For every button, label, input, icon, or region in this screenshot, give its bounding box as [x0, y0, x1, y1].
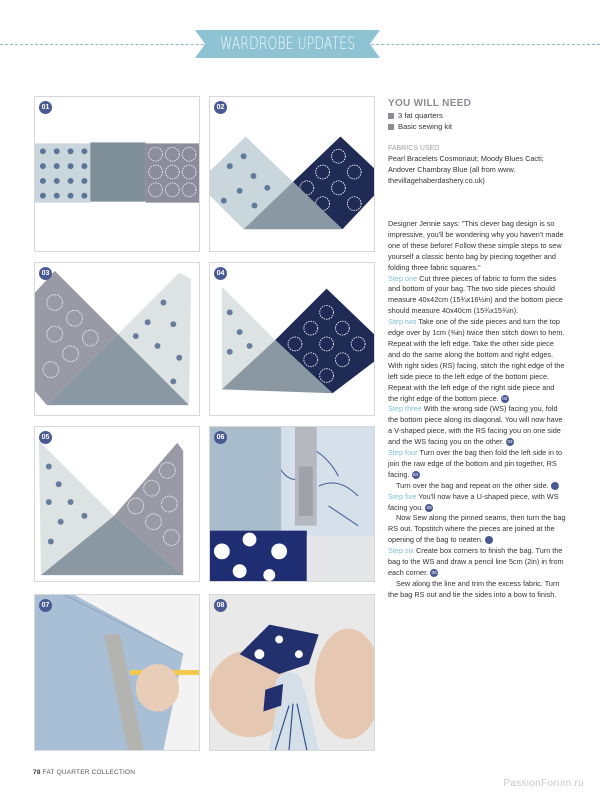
photo-ref-badge: 08	[431, 570, 437, 576]
fabric-photo-image	[210, 427, 374, 581]
materials-list	[388, 111, 568, 132]
materials-list-item: 3 fat quarters	[388, 111, 568, 122]
step-number-badge: 05	[39, 431, 52, 444]
publication-name: FAT QUARTER COLLECTION	[42, 769, 136, 776]
step-number-badge: 03	[39, 267, 52, 280]
photo-ref-badge: 06	[426, 504, 432, 510]
step-label: Step five	[388, 491, 417, 501]
step-number-badge: 07	[39, 599, 52, 612]
step-paragraph: Step six Create box corners to finish the bag. Turn the bag to the WS and draw a pencil line 5cm (2in) in from each corner. 08	[388, 546, 564, 577]
step-photo-04	[209, 262, 375, 416]
instructions-body	[388, 219, 566, 601]
step-label: Step one	[388, 273, 418, 283]
step-label: Step three	[388, 404, 422, 414]
fabrics-used-heading: FABRICS USED	[388, 145, 440, 152]
step-paragraph: Step one Cut three pieces of fabric to form the sides and bottom of your bag. The two side pieces should measure 40x42cm (15¾x16½in) and the bottom piece should measure 40x40cm (15¾x15¾in).	[388, 273, 563, 316]
step-number-badge: 08	[214, 599, 227, 612]
photo-ref-badge: 04	[412, 471, 418, 477]
photo-ref-badge: 07	[485, 536, 493, 544]
step-paragraph: Sew along the line and trim the excess fabric. Turn the bag RS out and tie the sides into a bow to finish.	[388, 578, 560, 599]
step-paragraph: Step two Take one of the side pieces and turn the top edge over by 1cm (⅜in) twice then stitch down to hem. Repeat with the left edge. Take the other side piece and do the same along the bottom and right edges. With right sides (RS) facing, stitch the right edge of the left side piece to the left edge of the bottom piece. Repeat with the left edge of the right side piece and the right edge of the bottom piece. 02	[388, 317, 565, 403]
step-paragraph: Now Sew along the pinned seams, then turn the bag RS out. Topstitch where the pieces are joined at the opening of the bag to neaten. 07	[388, 513, 566, 545]
fabric-photo-image	[35, 97, 199, 251]
watermark: PassionForum.ru	[503, 778, 584, 789]
step-photo-03	[34, 262, 200, 416]
you-will-need-heading: YOU WILL NEED	[388, 98, 472, 109]
step-photo-02	[209, 96, 375, 252]
step-label: Step two	[388, 317, 417, 327]
photo-ref-badge: 03	[507, 439, 513, 445]
photo-ref-badge: 02	[502, 395, 508, 401]
step-number-badge: 02	[214, 101, 227, 114]
step-paragraph: Step five You'll now have a U-shaped piece, with WS facing you. 06	[388, 491, 559, 512]
photo-ref-badge: 05	[551, 482, 559, 490]
step-number-badge: 04	[214, 267, 227, 280]
square-bullet-icon	[388, 124, 394, 130]
fabric-photo-image	[210, 97, 374, 251]
step-paragraph: Step four Turn over the bag then fold the left side in to join the raw edge of the bottom and pin together, RS facing. 04	[388, 448, 563, 479]
step-photo-01	[34, 96, 200, 252]
fabric-photo-image	[210, 263, 374, 415]
step-photo-07	[34, 594, 200, 751]
materials-sidebar	[388, 98, 568, 186]
section-banner	[195, 30, 380, 58]
step-photo-06	[209, 426, 375, 582]
intro-paragraph: Designer Jennie says: "This clever bag design is so impressive, you'll be wondering why you haven't made one of these before! Follow these simple steps to sew yourself a classic bento bag by piecing together and folding three fabric squares."	[388, 219, 564, 272]
page-footer	[33, 769, 135, 776]
fabric-photo-image	[35, 263, 199, 415]
fabric-photo-image	[210, 595, 374, 750]
step-paragraph: Turn over the bag and repeat on the other side. 05	[396, 480, 564, 490]
fabric-photo-image	[35, 595, 199, 750]
banner-title: WARDROBE UPDATES	[219, 34, 356, 54]
page-number: 78	[33, 769, 41, 776]
step-photo-05	[34, 426, 200, 582]
square-bullet-icon	[388, 113, 394, 119]
materials-list-item: Basic sewing kit	[388, 122, 568, 133]
fabric-photo-image	[35, 427, 199, 581]
step-label: Step four	[388, 448, 418, 458]
step-number-badge: 06	[214, 431, 227, 444]
step-number-badge: 01	[39, 101, 52, 114]
step-photo-08	[209, 594, 375, 751]
step-label: Step six	[388, 546, 414, 556]
fabrics-used-text: Pearl Bracelets Cosmonaut; Moody Blues Cacti; Andover Chambray Blue (all from www. thevillagehaberdashery.co.uk)	[388, 154, 544, 185]
step-paragraph: Step three With the wrong side (WS) facing you, fold the bottom piece along its diagonal. You will now have a V-shaped piece, with the RS facing you on one side and the WS facing you on the other. 03	[388, 404, 563, 447]
